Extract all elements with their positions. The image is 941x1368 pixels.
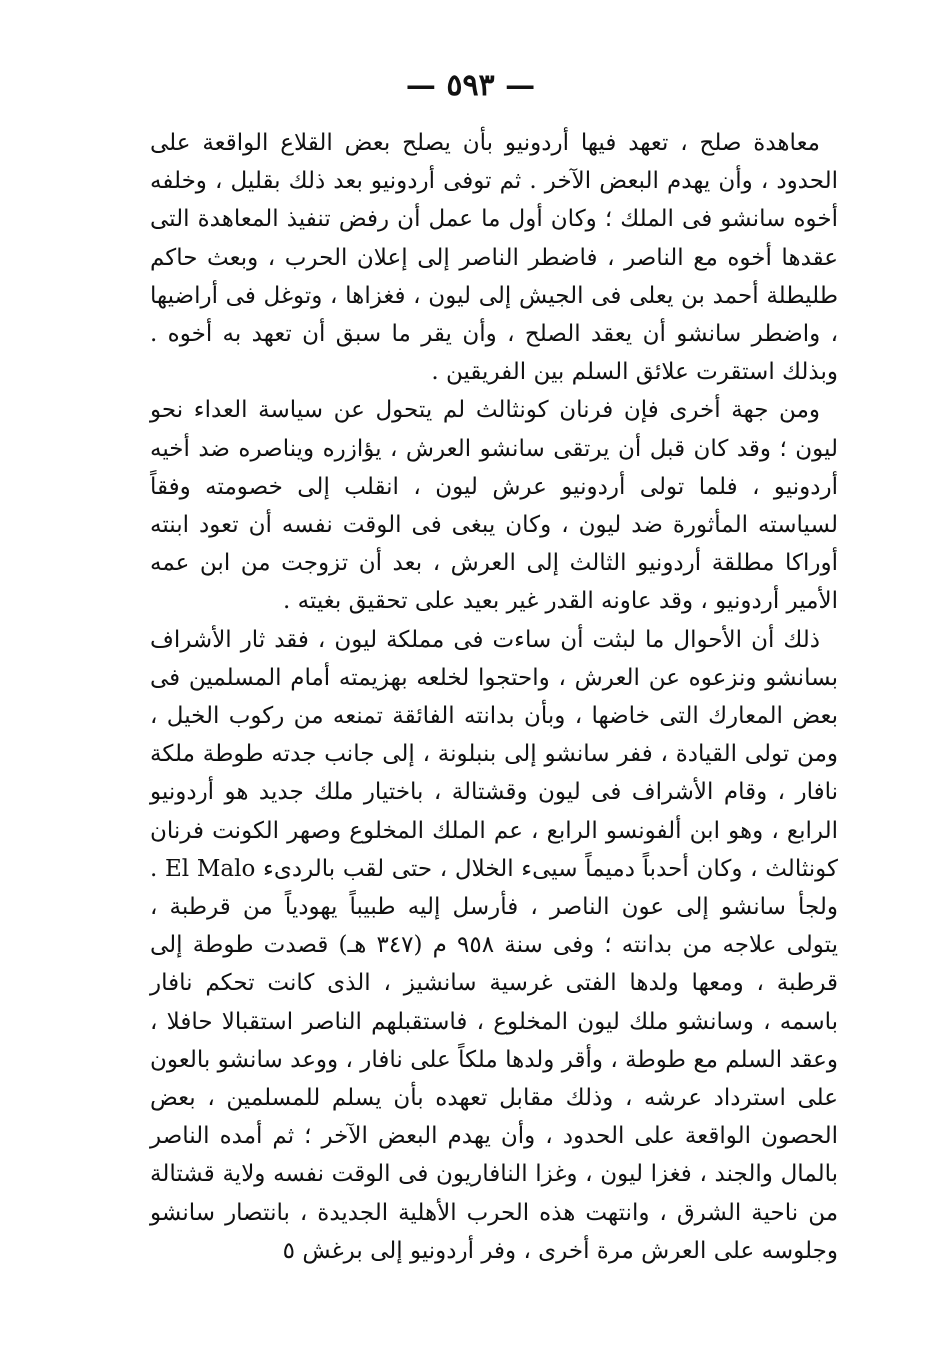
text-line: على العرش مرة أخرى ، وفر أردونيو إلى برغش ٥ — [282, 1237, 755, 1264]
text-line: وقد كان قبل أن يرتقى سانشو العرش ، يؤازره ويناصره ضد أخيه أردونيو ، فلما — [150, 435, 839, 500]
text-line: بسانشو ونزعوه عن العرش ، واحتجوا لخلعه بهزيمته أمام المسلمين فى بعض — [150, 664, 838, 730]
text-line: بالمال والجند ، فغزا ليون ، وغزا النافاريون فى الوقت نفسه ولاية قشتالة من — [150, 1161, 839, 1226]
text-line: وأن يهدم البعض الآخر . ثم توفى أردونيو بعد ذلك بقليل ، وخلفه أخوه سانشو — [150, 168, 838, 233]
text-line: سانشو بالعون على استرداد عرشه ، وذلك مقابل تعهده بأن يسلم للمسلمين ، — [150, 1046, 838, 1112]
text-line: تحقيق بغيته . — [282, 588, 408, 615]
paragraph-2 — [150, 391, 838, 620]
text-line: الذى كانت تحكم نافار باسمه ، وسانشو ملك ليون المخلوع ، فاستقبلهم الناصر — [150, 970, 839, 1035]
text-line: ٩٥٨ م (٣٤٧ هـ) قصدت طوطة إلى قرطبة ، ومعها ولدها الفتى غرسية سانشيز ، — [150, 932, 839, 997]
text-line: وكان يبغى فى الوقت نفسه أن تعود ابنته أوراكا مطلقة أردونيو الثالث إلى العرش ، — [150, 512, 839, 577]
text-line: أحدباً دميماً سيىء الخلال ، حتى لقب بالردىء El Malo . ولجأ سانشو إلى عون — [150, 855, 838, 921]
page-number: — ٥٩٣ — — [405, 68, 536, 103]
text-line: إلى ليون ، فغزاها ، وتوغل فى أراضيها ، واضطر سانشو أن يعقد الصلح ، وأن — [150, 282, 838, 348]
text-line: الأشراف فى ليون وقشتالة ، باختيار ملك جديد هو أردونيو الرابع ، وهو — [150, 779, 838, 844]
text-line: بعض الحصون الواقعة على الحدود ، وأن يهدم البعض الآخر ؛ ثم أمده الناصر — [150, 1085, 838, 1150]
text-line: يقر ما سبق أن تعهد به أخوه . وبذلك استقرت علائق السلم بين الفريقين . — [150, 321, 838, 386]
paragraph-3 — [150, 621, 838, 1270]
paragraph-1 — [150, 124, 838, 391]
text-line: فاضطر الناصر إلى إعلان الحرب ، وبعث حاكم طليطلة أحمد بن يعلى فى الجيش — [150, 244, 838, 309]
text-line: ابن ألفونسو الرابع ، عم الملك المخلوع وصهر الكونت فرنان كونثالث ، وكان — [150, 817, 838, 882]
text-line: ومن جهة أخرى فإن فرنان كونثالث لم يتحول عن سياسة العداء نحو ليون ؛ — [150, 397, 839, 462]
text-line: فى الملك ؛ وكان أول ما عمل أن رفض تنفيذ المعاهدة التى عقدها أخوه مع الناصر ، — [150, 206, 839, 271]
text-line: المعارك التى خاضها ، وبأن بدانته الفائقة تمنعه من ركوب الخيل ، ومن تولى — [150, 703, 838, 768]
text-line: استقبالا حافلا ، وعقد السلم مع طوطة ، وأقر ولدها ملكاً على نافار ، ووعد — [150, 1008, 839, 1073]
text-line: ذلك أن الأحوال ما لبثت أن ساءت فى مملكة ليون ، فقد ثار الأشراف — [150, 626, 820, 653]
text-line: معاهدة صلح ، تعهد فيها أردونيو بأن يصلح بعض القلاع الواقعة على الحدود ، — [150, 130, 838, 195]
text-line: تولى أردونيو عرش ليون ، انقلب إلى خصومته وفقاً لسياسته المأثورة ضد ليون ، — [150, 473, 838, 539]
text-line: بعد أن تزوجت من ابن عمه الأمير أردونيو ، وقد عاونه القدر غير بعيد على — [150, 550, 838, 615]
text-line: الناصر ، فأرسل إليه طبيباً يهودياً من قرطبة ، يتولى علاجه من بدانته ؛ وفى سنة — [150, 894, 838, 959]
text-line: القيادة ، ففر سانشو إلى بنبلونة ، إلى جانب جدته طوطة ملكة نافار ، وقام — [150, 741, 838, 806]
text-line: ناحية الشرق ، وانتهت هذه الحرب الأهلية الجديدة ، بانتصار سانشو وجلوسه — [150, 1199, 838, 1264]
body-text — [150, 124, 838, 1270]
